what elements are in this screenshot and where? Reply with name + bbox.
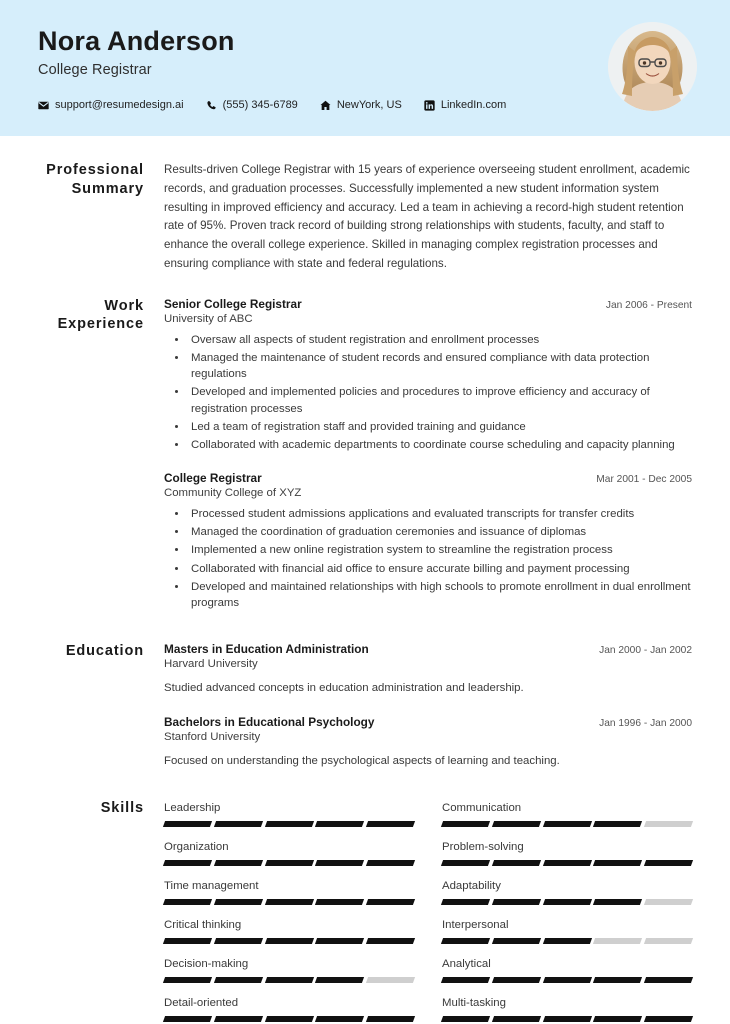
education-body <box>164 642 692 772</box>
education-entry-title: Masters in Education Administration <box>164 641 369 656</box>
skill-name: Analytical <box>442 957 491 970</box>
skill-item <box>164 838 414 877</box>
skill-level-bar <box>164 977 414 983</box>
skill-segment <box>441 977 490 983</box>
education-entry-title: Bachelors in Educational Psychology <box>164 714 375 729</box>
skill-segment <box>366 1016 415 1022</box>
skill-segment <box>593 821 642 827</box>
section-education <box>38 614 692 772</box>
list-item: • Processed student admissions applications and evaluated transcripts for transfer credits <box>188 506 692 523</box>
skill-level-bar <box>164 899 414 905</box>
education-entry-org: Harvard University <box>164 657 258 670</box>
contact-linkedin[interactable] <box>424 99 506 111</box>
skill-segment <box>644 977 693 983</box>
list-item: • Implemented a new online registration system to streamline the registration process <box>188 542 692 559</box>
skill-segment <box>265 1016 314 1022</box>
skill-segment <box>265 977 314 983</box>
work-entry <box>164 297 692 454</box>
skill-name: Decision-making <box>164 957 249 970</box>
skill-segment <box>214 821 263 827</box>
skill-name: Critical thinking <box>164 918 242 931</box>
summary-body <box>164 161 692 274</box>
skill-segment <box>163 977 212 983</box>
skill-level-bar <box>164 1016 414 1022</box>
skill-level-bar <box>442 899 692 905</box>
skill-segment <box>543 977 592 983</box>
list-item: • Collaborated with financial aid office to ensure accurate billing and payment processing <box>188 561 692 578</box>
skill-segment <box>543 938 592 944</box>
skill-name: Adaptability <box>442 879 501 892</box>
skill-level-bar <box>442 938 692 944</box>
list-item: • Developed and maintained relationships with high schools to promote enrollment in dual enrollment programs <box>188 579 692 612</box>
list-item: • Managed the coordination of graduation ceremonies and issuance of diplomas <box>188 524 692 541</box>
skill-name: Time management <box>164 879 259 892</box>
skill-level-bar <box>442 977 692 983</box>
skill-segment <box>366 899 415 905</box>
skill-segment <box>265 860 314 866</box>
education-entry-desc: Focused on understanding the psychological aspects of learning and teaching. <box>164 754 560 767</box>
skill-segment <box>315 860 364 866</box>
contact-location[interactable] <box>320 99 402 111</box>
skill-item <box>442 916 692 955</box>
education-entry <box>164 642 692 697</box>
skill-item <box>164 799 414 838</box>
skill-segment <box>492 1016 541 1022</box>
skill-segment <box>644 1016 693 1022</box>
education-entry-org: Stanford University <box>164 730 261 743</box>
skill-segment <box>315 977 364 983</box>
skill-segment <box>441 899 490 905</box>
skill-segment <box>214 899 263 905</box>
skill-segment <box>163 938 212 944</box>
work-entry <box>164 471 692 611</box>
list-item: • Developed and implemented policies and procedures to improve efficiency and accuracy of registration processes <box>188 384 692 417</box>
skill-segment <box>366 977 415 983</box>
skill-segment <box>441 860 490 866</box>
skill-item <box>442 994 692 1024</box>
work-entry-org: University of ABC <box>164 312 253 325</box>
skill-item <box>442 877 692 916</box>
skill-segment <box>492 821 541 827</box>
list-item: • Collaborated with academic departments to coordinate course scheduling and capacity planning <box>188 437 692 454</box>
work-entry-date: Mar 2001 - Dec 2005 <box>596 474 692 486</box>
skill-item <box>442 838 692 877</box>
work-entry-title: Senior College Registrar <box>164 296 302 311</box>
work-entry-bullets <box>164 506 692 611</box>
skill-segment <box>366 938 415 944</box>
contact-row <box>38 99 698 111</box>
education-entry-head <box>164 715 692 729</box>
contact-email[interactable] <box>38 99 184 111</box>
work-entry-title: College Registrar <box>164 471 262 486</box>
skill-segment <box>593 977 642 983</box>
skill-segment <box>315 1016 364 1022</box>
skill-segment <box>593 1016 642 1022</box>
skill-item <box>164 955 414 994</box>
linkedin-icon <box>424 100 435 111</box>
section-skills <box>38 772 692 1024</box>
skill-item <box>164 877 414 916</box>
skill-level-bar <box>442 1016 692 1022</box>
skill-segment <box>644 938 693 944</box>
skill-name: Problem-solving <box>442 840 524 853</box>
skill-segment <box>163 1016 212 1022</box>
skill-segment <box>315 821 364 827</box>
work-entry-head <box>164 297 692 311</box>
section-professional-summary <box>38 136 692 274</box>
skill-item <box>164 994 414 1024</box>
skills-grid <box>164 799 692 1024</box>
skill-segment <box>492 977 541 983</box>
contact-location-label: NewYork, US <box>336 99 402 112</box>
skill-level-bar <box>442 821 692 827</box>
skill-name: Detail-oriented <box>164 996 239 1009</box>
job-title: College Registrar <box>38 62 152 79</box>
skill-segment <box>163 821 212 827</box>
contact-email-label: support@resumedesign.ai <box>55 99 184 112</box>
skill-segment <box>265 821 314 827</box>
skill-segment <box>163 860 212 866</box>
envelope-icon <box>38 100 49 111</box>
skill-segment <box>265 899 314 905</box>
work-entry-org: Community College of XYZ <box>164 487 302 500</box>
skill-segment <box>543 821 592 827</box>
skill-segment <box>163 899 212 905</box>
skill-name: Communication <box>442 801 522 814</box>
skill-segment <box>644 899 693 905</box>
skill-segment <box>543 1016 592 1022</box>
resume-content <box>0 136 730 1024</box>
skill-level-bar <box>442 860 692 866</box>
education-entry <box>164 715 692 770</box>
work-entry-bullets <box>164 332 692 454</box>
avatar <box>608 22 697 111</box>
skill-segment <box>492 860 541 866</box>
list-item: • Oversaw all aspects of student registration and enrollment processes <box>188 332 692 349</box>
skill-segment <box>315 899 364 905</box>
home-icon <box>320 100 331 111</box>
page-title: Nora Anderson <box>38 26 235 56</box>
skill-name: Multi-tasking <box>442 996 506 1009</box>
skill-level-bar <box>164 938 414 944</box>
skill-segment <box>492 899 541 905</box>
contact-phone[interactable] <box>206 99 298 111</box>
skills-body <box>164 799 692 1024</box>
skill-segment <box>644 860 693 866</box>
skill-segment <box>214 977 263 983</box>
section-label-work: Work Experience <box>57 297 144 333</box>
contact-phone-label: (555) 345-6789 <box>222 99 298 112</box>
education-entry-desc: Studied advanced concepts in education administration and leadership. <box>164 681 524 694</box>
skill-segment <box>593 860 642 866</box>
section-label-education: Education <box>65 642 144 659</box>
skill-name: Interpersonal <box>442 918 509 931</box>
list-item: • Managed the maintenance of student records and ensured compliance with data protection regulations <box>188 350 692 383</box>
skill-segment <box>543 899 592 905</box>
skill-segment <box>492 938 541 944</box>
list-item: • Led a team of registration staff and provided training and guidance <box>188 419 692 436</box>
resume-header <box>0 0 730 136</box>
skill-segment <box>593 899 642 905</box>
skill-level-bar <box>164 821 414 827</box>
skill-segment <box>441 1016 490 1022</box>
skill-segment <box>214 860 263 866</box>
skill-segment <box>315 938 364 944</box>
skill-item <box>164 916 414 955</box>
skill-segment <box>441 938 490 944</box>
skill-segment <box>265 938 314 944</box>
contact-linkedin-label: LinkedIn.com <box>440 99 507 112</box>
work-entry-head <box>164 471 692 485</box>
section-work-experience <box>38 274 692 614</box>
skill-segment <box>366 821 415 827</box>
skill-level-bar <box>164 860 414 866</box>
skill-segment <box>593 938 642 944</box>
skill-segment <box>214 938 263 944</box>
education-entry-head <box>164 642 692 656</box>
summary-text: Results-driven College Registrar with 15 years of experience overseeing student enrollment, academic records, and graduation processes. Successfully implemented a new student information system resulting in improved efficiency and accuracy. Led a team in achieving a record-high student retention rate of 95%. Proven track record of building strong relationships with students, faculty, and staff to enhance the overall college experience. Skilled in managing complex registration processes and ensuring compliance with state and federal regulations. <box>164 163 690 270</box>
work-body <box>164 297 692 614</box>
skill-segment <box>214 1016 263 1022</box>
education-entry-date: Jan 1996 - Jan 2000 <box>599 717 692 729</box>
skill-item <box>442 799 692 838</box>
skill-segment <box>441 821 490 827</box>
skill-item <box>442 955 692 994</box>
skill-name: Leadership <box>164 801 221 814</box>
work-entry-date: Jan 2006 - Present <box>605 299 692 311</box>
phone-icon <box>206 100 217 111</box>
education-entry-date: Jan 2000 - Jan 2002 <box>599 644 692 656</box>
skill-segment <box>644 821 693 827</box>
section-label-summary: Professional Summary <box>46 162 144 197</box>
skill-segment <box>543 860 592 866</box>
section-label-skills: Skills <box>100 799 144 816</box>
skill-segment <box>366 860 415 866</box>
skill-name: Organization <box>164 840 229 853</box>
